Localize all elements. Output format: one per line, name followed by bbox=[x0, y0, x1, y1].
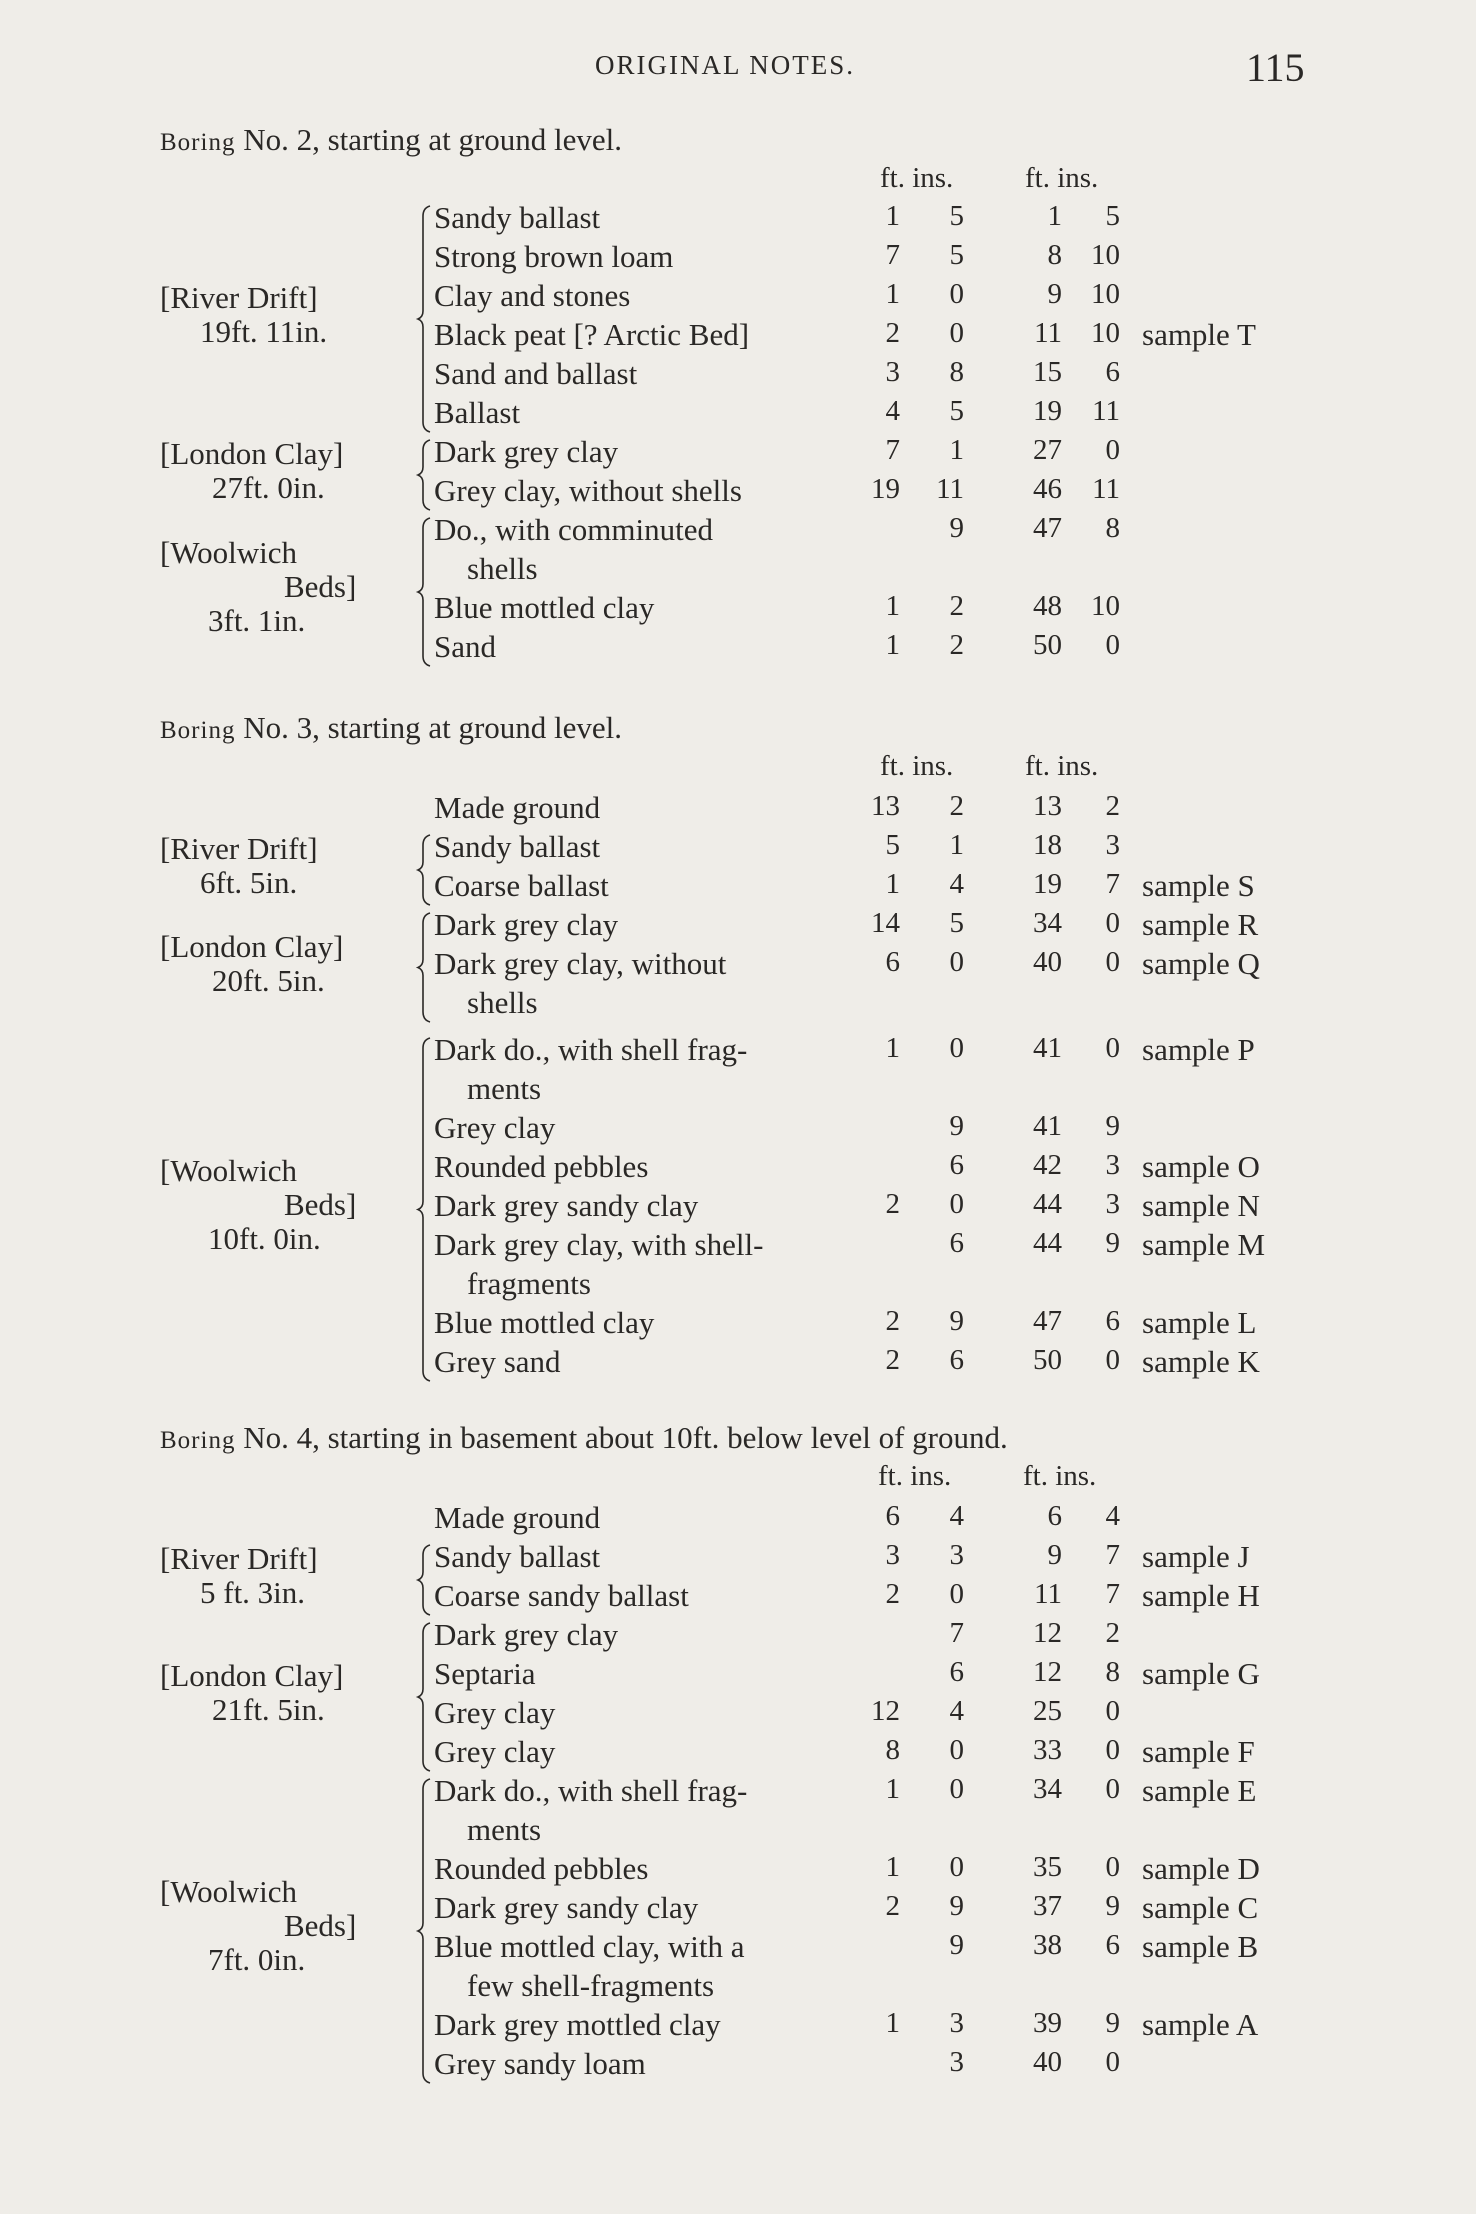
thickness-ft: 2 bbox=[885, 1188, 900, 1220]
sample-label: sample M bbox=[1142, 1227, 1266, 1262]
stratum-description: Dark grey clay, without bbox=[434, 946, 727, 981]
stratum-description-continued: few shell-fragments bbox=[467, 1968, 715, 2003]
depth-in: 2 bbox=[1105, 1617, 1120, 1649]
depth-in: 7 bbox=[1105, 868, 1120, 900]
thickness-ft: 1 bbox=[885, 200, 900, 232]
running-head bbox=[0, 44, 1476, 94]
stratum-description: Sandy ballast bbox=[434, 1539, 601, 1574]
depth-ft: 11 bbox=[1034, 317, 1062, 349]
stratum-row bbox=[0, 629, 1476, 668]
depth-in: 8 bbox=[1105, 1656, 1120, 1688]
group-label-line: 10ft. 0in. bbox=[208, 1220, 321, 1256]
running-head-title: ORIGINAL NOTES. bbox=[595, 50, 855, 80]
depth-in: 9 bbox=[1105, 1890, 1120, 1922]
stratum-row bbox=[0, 1539, 1476, 1578]
thickness-in: 0 bbox=[949, 1032, 964, 1064]
depth-in: 5 bbox=[1105, 200, 1120, 232]
thickness-ft: 1 bbox=[885, 1032, 900, 1064]
boring-heading bbox=[160, 122, 622, 158]
group-label-line: 7ft. 0in. bbox=[208, 1942, 306, 1977]
depth-in: 7 bbox=[1105, 1578, 1120, 1610]
depth-in: 10 bbox=[1091, 278, 1120, 310]
boring-heading-smallcaps: Boring bbox=[160, 129, 236, 156]
thickness-in: 9 bbox=[949, 1929, 964, 1961]
depth-ft: 27 bbox=[1033, 434, 1062, 466]
stratum-description: Sandy ballast bbox=[434, 200, 601, 235]
depth-ft: 44 bbox=[1033, 1188, 1062, 1220]
sample-label: sample S bbox=[1142, 868, 1255, 903]
stratum-description: Dark do., with shell frag- bbox=[434, 1773, 748, 1808]
thickness-in: 4 bbox=[949, 1695, 964, 1727]
thickness-ft: 2 bbox=[885, 1890, 900, 1922]
sample-label: sample F bbox=[1142, 1734, 1255, 1769]
stratum-row bbox=[0, 1656, 1476, 1695]
depth-in: 0 bbox=[1105, 1734, 1120, 1766]
stratum-description: Dark grey clay bbox=[434, 907, 619, 942]
stratum-row bbox=[0, 1149, 1476, 1188]
thickness-in: 6 bbox=[949, 1227, 964, 1259]
depth-in: 0 bbox=[1105, 1773, 1120, 1805]
thickness-in: 2 bbox=[949, 790, 964, 822]
stratum-row bbox=[0, 1110, 1476, 1149]
column-header-thickness: ft. ins. bbox=[880, 750, 954, 782]
depth-ft: 15 bbox=[1033, 356, 1062, 388]
boring-heading-text: No. 4, starting in basement about 10ft. below level of ground. bbox=[235, 1420, 1008, 1455]
stratum-row bbox=[0, 434, 1476, 473]
stratum-description: Septaria bbox=[434, 1656, 536, 1691]
stratum-group bbox=[0, 1500, 1476, 1539]
stratum-description: Dark do., with shell frag- bbox=[434, 1032, 748, 1067]
sample-label: sample O bbox=[1142, 1149, 1260, 1184]
sample-label: sample L bbox=[1142, 1305, 1257, 1340]
depth-ft: 39 bbox=[1033, 2007, 1062, 2039]
stratum-group bbox=[0, 512, 1476, 668]
thickness-in: 0 bbox=[949, 1851, 964, 1883]
thickness-ft: 2 bbox=[885, 317, 900, 349]
depth-in: 9 bbox=[1105, 2007, 1120, 2039]
stratum-row bbox=[0, 2007, 1476, 2046]
stratum-description: Rounded pebbles bbox=[434, 1851, 649, 1886]
depth-in: 9 bbox=[1105, 1110, 1120, 1142]
depth-in: 6 bbox=[1105, 1929, 1120, 1961]
thickness-in: 3 bbox=[949, 2007, 964, 2039]
sample-label: sample P bbox=[1142, 1032, 1255, 1067]
thickness-in: 7 bbox=[949, 1617, 964, 1649]
thickness-ft: 7 bbox=[885, 434, 900, 466]
thickness-ft: 4 bbox=[885, 395, 900, 427]
depth-ft: 41 bbox=[1033, 1032, 1062, 1064]
group-label-line: [London Clay] bbox=[160, 928, 344, 964]
stratum-description: Grey clay bbox=[434, 1695, 556, 1730]
depth-in: 8 bbox=[1105, 512, 1120, 544]
stratum-description: Dark grey clay bbox=[434, 1617, 619, 1652]
thickness-ft: 3 bbox=[885, 1539, 900, 1571]
sample-label: sample E bbox=[1142, 1773, 1257, 1808]
depth-in: 10 bbox=[1091, 239, 1120, 271]
stratum-description-continued: shells bbox=[467, 551, 538, 586]
depth-ft: 50 bbox=[1033, 1344, 1062, 1376]
thickness-ft: 2 bbox=[885, 1305, 900, 1337]
stratum-description: Grey sand bbox=[434, 1344, 561, 1379]
depth-ft: 34 bbox=[1033, 907, 1062, 939]
stratum-row bbox=[0, 790, 1476, 829]
stratum-row bbox=[0, 907, 1476, 946]
thickness-in: 1 bbox=[949, 434, 964, 466]
stratum-description: Coarse sandy ballast bbox=[434, 1578, 689, 1613]
sample-label: sample J bbox=[1142, 1539, 1250, 1574]
depth-ft: 35 bbox=[1033, 1851, 1062, 1883]
depth-ft: 6 bbox=[1047, 1500, 1062, 1532]
stratum-description: Made ground bbox=[434, 1500, 601, 1535]
stratum-description: Grey clay bbox=[434, 1734, 556, 1769]
thickness-in: 9 bbox=[949, 512, 964, 544]
thickness-in: 0 bbox=[949, 278, 964, 310]
group-label-line: [River Drift] bbox=[160, 280, 318, 315]
stratum-row bbox=[0, 1692, 1476, 1734]
stratum-row bbox=[0, 1575, 1476, 1617]
depth-in: 0 bbox=[1105, 2046, 1120, 2078]
thickness-in: 0 bbox=[949, 1578, 964, 1610]
stratum-group bbox=[0, 1032, 1476, 1383]
depth-ft: 33 bbox=[1033, 1734, 1062, 1766]
thickness-ft: 7 bbox=[885, 239, 900, 271]
depth-in: 9 bbox=[1105, 1227, 1120, 1259]
thickness-in: 8 bbox=[949, 356, 964, 388]
thickness-ft: 2 bbox=[885, 1578, 900, 1610]
stratum-row bbox=[0, 1305, 1476, 1344]
thickness-ft: 1 bbox=[885, 2007, 900, 2039]
stratum-group bbox=[0, 1773, 1476, 2085]
stratum-description: Blue mottled clay, with a bbox=[434, 1929, 745, 1964]
stratum-description: Sand and ballast bbox=[434, 356, 638, 391]
depth-ft: 40 bbox=[1033, 2046, 1062, 2078]
group-label-line: 6ft. 5in. bbox=[200, 865, 298, 900]
thickness-ft: 12 bbox=[871, 1695, 900, 1727]
thickness-ft: 14 bbox=[871, 907, 900, 939]
thickness-in: 6 bbox=[949, 1149, 964, 1181]
depth-ft: 12 bbox=[1033, 1656, 1062, 1688]
thickness-in: 9 bbox=[949, 1890, 964, 1922]
sample-label: sample G bbox=[1142, 1656, 1260, 1691]
depth-in: 0 bbox=[1105, 1344, 1120, 1376]
thickness-in: 3 bbox=[949, 1539, 964, 1571]
group-label-line: [Woolwich bbox=[160, 1874, 297, 1909]
thickness-in: 0 bbox=[949, 1188, 964, 1220]
column-header-depth: ft. ins. bbox=[1025, 750, 1099, 782]
sample-label: sample N bbox=[1142, 1188, 1260, 1223]
depth-ft: 19 bbox=[1033, 395, 1062, 427]
stratum-row bbox=[0, 1344, 1476, 1383]
depth-ft: 11 bbox=[1034, 1578, 1062, 1610]
group-label-line: [Woolwich bbox=[160, 535, 297, 570]
thickness-ft: 2 bbox=[885, 1344, 900, 1376]
thickness-in: 0 bbox=[949, 946, 964, 978]
thickness-in: 5 bbox=[949, 239, 964, 271]
group-label-line: [Woolwich bbox=[160, 1152, 297, 1188]
group-label-line: [River Drift] bbox=[160, 1541, 318, 1576]
boring-heading bbox=[160, 1420, 1008, 1456]
thickness-ft: 13 bbox=[871, 790, 900, 822]
stratum-description: Dark grey mottled clay bbox=[434, 2007, 721, 2042]
stratum-description: Ballast bbox=[434, 395, 521, 430]
stratum-description: Dark grey sandy clay bbox=[434, 1188, 699, 1223]
thickness-ft: 1 bbox=[885, 868, 900, 900]
depth-ft: 9 bbox=[1047, 1539, 1062, 1571]
depth-in: 0 bbox=[1105, 629, 1120, 661]
stratum-row bbox=[0, 829, 1476, 868]
group-label-line: 5 ft. 3in. bbox=[200, 1575, 306, 1610]
group-label-line: 19ft. 11in. bbox=[200, 314, 328, 349]
stratum-description-continued: ments bbox=[467, 1071, 542, 1106]
thickness-ft: 1 bbox=[885, 1773, 900, 1805]
stratum-row bbox=[0, 1773, 1476, 1847]
stratum-group bbox=[0, 1617, 1476, 1773]
sample-label: sample R bbox=[1142, 907, 1259, 942]
sample-label: sample A bbox=[1142, 2007, 1259, 2042]
stratum-description: Coarse ballast bbox=[434, 868, 609, 903]
stratum-group bbox=[0, 434, 1476, 512]
sample-label: sample T bbox=[1142, 317, 1256, 352]
thickness-in: 6 bbox=[949, 1656, 964, 1688]
depth-ft: 50 bbox=[1033, 629, 1062, 661]
depth-ft: 25 bbox=[1033, 1695, 1062, 1727]
thickness-ft: 3 bbox=[885, 356, 900, 388]
group-label-line: Beds] bbox=[284, 1908, 357, 1943]
stratum-group bbox=[0, 1539, 1476, 1617]
thickness-ft: 6 bbox=[885, 946, 900, 978]
page-number: 115 bbox=[1246, 45, 1305, 90]
stratum-description: Clay and stones bbox=[434, 278, 631, 313]
stratum-description: Rounded pebbles bbox=[434, 1149, 649, 1184]
depth-in: 10 bbox=[1091, 590, 1120, 622]
thickness-in: 0 bbox=[949, 1773, 964, 1805]
depth-ft: 47 bbox=[1033, 512, 1062, 544]
depth-in: 2 bbox=[1105, 790, 1120, 822]
thickness-ft: 1 bbox=[885, 590, 900, 622]
thickness-in: 9 bbox=[949, 1110, 964, 1142]
boring-heading-text: No. 3, starting at ground level. bbox=[235, 710, 623, 745]
depth-in: 0 bbox=[1105, 1032, 1120, 1064]
boring-heading-text: No. 2, starting at ground level. bbox=[235, 122, 623, 157]
group-label-line: [London Clay] bbox=[160, 436, 344, 471]
stratum-description: Dark grey sandy clay bbox=[434, 1890, 699, 1925]
stratum-row bbox=[0, 239, 1476, 278]
depth-ft: 48 bbox=[1033, 590, 1062, 622]
stratum-row bbox=[0, 946, 1476, 1020]
depth-in: 10 bbox=[1091, 317, 1120, 349]
thickness-ft: 1 bbox=[885, 1851, 900, 1883]
boring-heading-smallcaps: Boring bbox=[160, 717, 236, 744]
depth-ft: 40 bbox=[1033, 946, 1062, 978]
stratum-description-continued: ments bbox=[467, 1812, 542, 1847]
stratum-row bbox=[0, 1734, 1476, 1773]
thickness-in: 5 bbox=[949, 907, 964, 939]
column-header-depth: ft. ins. bbox=[1023, 1460, 1097, 1492]
sample-label: sample Q bbox=[1142, 946, 1260, 981]
thickness-in: 4 bbox=[949, 1500, 964, 1532]
thickness-in: 2 bbox=[949, 590, 964, 622]
stratum-description: Blue mottled clay bbox=[434, 590, 655, 625]
stratum-group bbox=[0, 907, 1476, 1024]
depth-ft: 38 bbox=[1033, 1929, 1062, 1961]
thickness-in: 0 bbox=[949, 1734, 964, 1766]
boring-heading bbox=[160, 710, 622, 746]
stratum-description-continued: fragments bbox=[467, 1266, 591, 1301]
depth-in: 3 bbox=[1105, 829, 1120, 861]
depth-in: 11 bbox=[1092, 473, 1120, 505]
stratum-row bbox=[0, 1188, 1476, 1227]
depth-in: 11 bbox=[1092, 395, 1120, 427]
depth-ft: 13 bbox=[1033, 790, 1062, 822]
thickness-in: 6 bbox=[949, 1344, 964, 1376]
stratum-description-continued: shells bbox=[467, 985, 538, 1020]
stratum-description: Grey clay bbox=[434, 1110, 556, 1145]
column-header-thickness: ft. ins. bbox=[878, 1460, 952, 1492]
depth-ft: 18 bbox=[1033, 829, 1062, 861]
depth-ft: 12 bbox=[1033, 1617, 1062, 1649]
stratum-row bbox=[0, 395, 1476, 434]
stratum-row bbox=[0, 470, 1476, 512]
stratum-description: Grey sandy loam bbox=[434, 2046, 646, 2081]
stratum-row bbox=[0, 1227, 1476, 1301]
group-label-line: 21ft. 5in. bbox=[212, 1692, 325, 1727]
stratum-row bbox=[0, 314, 1476, 356]
depth-ft: 42 bbox=[1033, 1149, 1062, 1181]
group-label-line: Beds] bbox=[284, 569, 357, 604]
group-label-line: 20ft. 5in. bbox=[212, 962, 325, 998]
group-label-line: [River Drift] bbox=[160, 831, 318, 866]
depth-in: 0 bbox=[1105, 946, 1120, 978]
stratum-row bbox=[0, 1851, 1476, 1890]
depth-in: 0 bbox=[1105, 1851, 1120, 1883]
sample-label: sample B bbox=[1142, 1929, 1259, 1964]
depth-ft: 1 bbox=[1047, 200, 1062, 232]
thickness-in: 4 bbox=[949, 868, 964, 900]
thickness-in: 1 bbox=[949, 829, 964, 861]
group-label-line: Beds] bbox=[284, 1186, 357, 1222]
thickness-ft: 1 bbox=[885, 629, 900, 661]
stratum-row bbox=[0, 1617, 1476, 1656]
sample-label: sample H bbox=[1142, 1578, 1260, 1613]
stratum-description: Dark grey clay bbox=[434, 434, 619, 469]
thickness-in: 3 bbox=[949, 2046, 964, 2078]
depth-in: 4 bbox=[1105, 1500, 1120, 1532]
depth-ft: 44 bbox=[1033, 1227, 1062, 1259]
depth-ft: 8 bbox=[1047, 239, 1062, 271]
thickness-in: 11 bbox=[936, 473, 964, 505]
depth-in: 7 bbox=[1105, 1539, 1120, 1571]
thickness-in: 9 bbox=[949, 1305, 964, 1337]
stratum-row bbox=[0, 2046, 1476, 2085]
sample-label: sample K bbox=[1142, 1344, 1260, 1379]
depth-ft: 41 bbox=[1033, 1110, 1062, 1142]
stratum-description: Sand bbox=[434, 629, 496, 664]
depth-ft: 34 bbox=[1033, 1773, 1062, 1805]
depth-in: 0 bbox=[1105, 1695, 1120, 1727]
thickness-ft: 1 bbox=[885, 278, 900, 310]
stratum-description: Do., with comminuted bbox=[434, 512, 713, 547]
group-label-line: 27ft. 0in. bbox=[212, 470, 325, 505]
depth-in: 0 bbox=[1105, 434, 1120, 466]
stratum-row bbox=[0, 1929, 1476, 2003]
thickness-ft: 5 bbox=[885, 829, 900, 861]
depth-ft: 9 bbox=[1047, 278, 1062, 310]
depth-in: 6 bbox=[1105, 356, 1120, 388]
depth-in: 3 bbox=[1105, 1188, 1120, 1220]
stratum-row bbox=[0, 278, 1476, 317]
thickness-ft: 19 bbox=[871, 473, 900, 505]
stratum-description: Dark grey clay, with shell- bbox=[434, 1227, 764, 1262]
stratum-description: Strong brown loam bbox=[434, 239, 674, 274]
group-label-line: [London Clay] bbox=[160, 1658, 344, 1693]
depth-ft: 19 bbox=[1033, 868, 1062, 900]
depth-in: 0 bbox=[1105, 907, 1120, 939]
column-header-depth: ft. ins. bbox=[1025, 162, 1099, 194]
depth-in: 6 bbox=[1105, 1305, 1120, 1337]
thickness-in: 2 bbox=[949, 629, 964, 661]
stratum-row bbox=[0, 200, 1476, 239]
stratum-description: Sandy ballast bbox=[434, 829, 601, 864]
thickness-in: 0 bbox=[949, 317, 964, 349]
stratum-description: Blue mottled clay bbox=[434, 1305, 655, 1340]
stratum-description: Grey clay, without shells bbox=[434, 473, 742, 508]
stratum-description: Black peat [? Arctic Bed] bbox=[434, 317, 750, 352]
boring-heading-smallcaps: Boring bbox=[160, 1427, 236, 1454]
depth-ft: 37 bbox=[1033, 1890, 1062, 1922]
thickness-in: 5 bbox=[949, 395, 964, 427]
stratum-row bbox=[0, 356, 1476, 395]
thickness-in: 5 bbox=[949, 200, 964, 232]
stratum-row bbox=[0, 1032, 1476, 1106]
sample-label: sample D bbox=[1142, 1851, 1260, 1886]
group-label-line: 3ft. 1in. bbox=[208, 603, 306, 638]
column-header-thickness: ft. ins. bbox=[880, 162, 954, 194]
stratum-row bbox=[0, 1890, 1476, 1929]
stratum-description: Made ground bbox=[434, 790, 601, 825]
stratum-group bbox=[0, 790, 1476, 829]
depth-in: 3 bbox=[1105, 1149, 1120, 1181]
stratum-group bbox=[0, 200, 1476, 434]
sample-label: sample C bbox=[1142, 1890, 1259, 1925]
thickness-ft: 6 bbox=[885, 1500, 900, 1532]
stratum-row bbox=[0, 865, 1476, 907]
stratum-row bbox=[0, 590, 1476, 629]
stratum-group bbox=[0, 829, 1476, 907]
thickness-ft: 8 bbox=[885, 1734, 900, 1766]
depth-ft: 47 bbox=[1033, 1305, 1062, 1337]
depth-ft: 46 bbox=[1033, 473, 1062, 505]
stratum-row bbox=[0, 1500, 1476, 1539]
